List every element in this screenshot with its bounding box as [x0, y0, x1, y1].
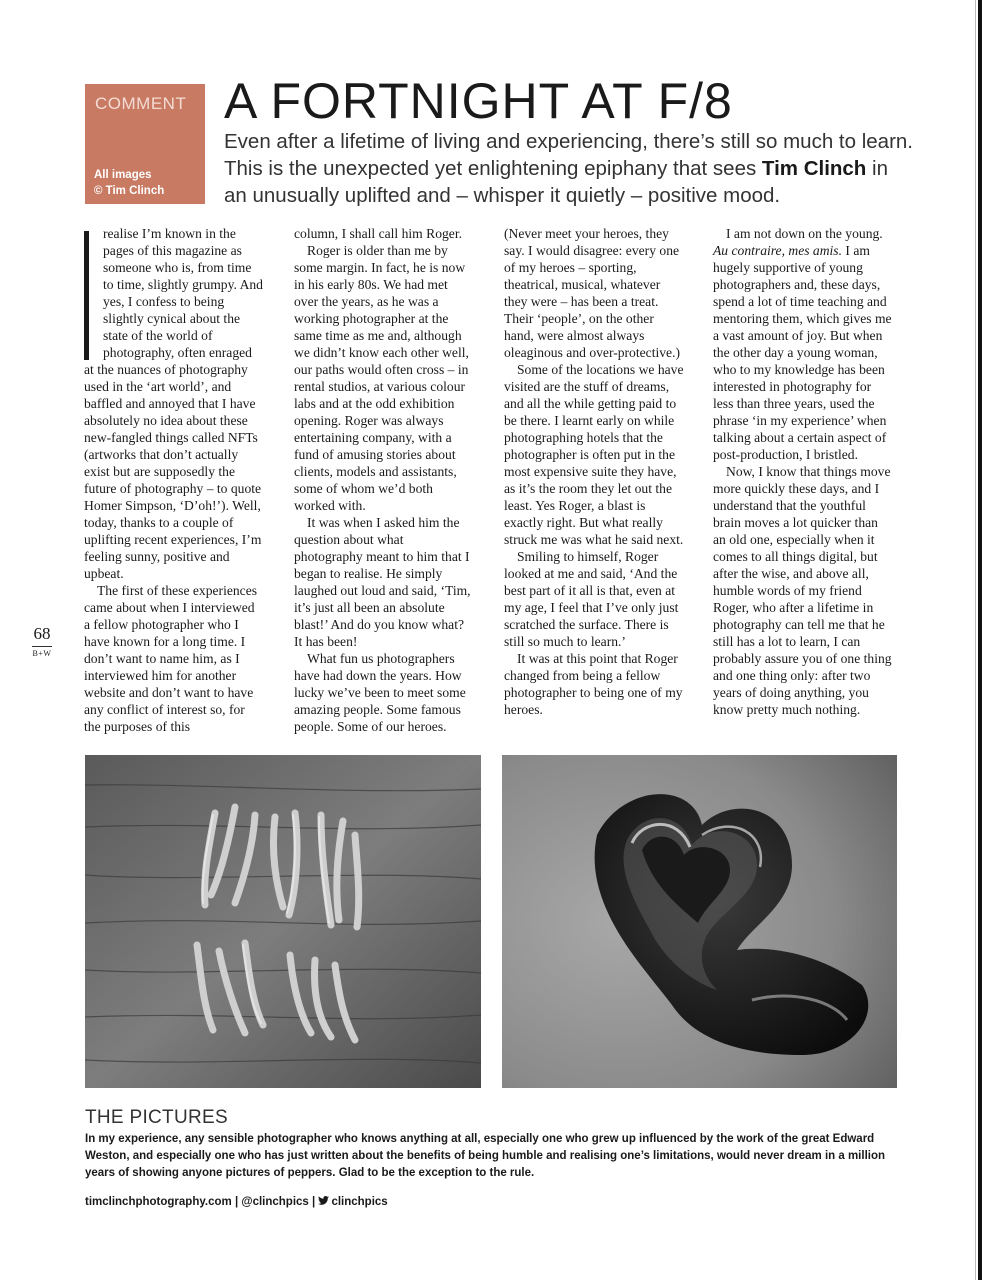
standfirst-author: Tim Clinch: [761, 157, 867, 180]
website-link[interactable]: timclinchphotography.com: [85, 1196, 232, 1208]
article-text: I am hugely supportive of young photographers and, these days, spend a lot of time teaching and mentoring them, which gives me a vast amount of joy. But when the other day a young woman, who to my knowledge has been interested in photography for less than three years, used the phrase ‘in my experience’ when talking about a certain aspect of post-production, I bristled.: [713, 243, 892, 462]
article-column-2: [294, 225, 474, 735]
headline: A FORTNIGHT AT F/8: [224, 73, 733, 129]
folio-rule: [32, 646, 52, 647]
article-paragraph: It was at this point that Roger changed from being a fellow photographer to being one of my heroes.: [504, 651, 683, 717]
article-paragraph: Now, I know that things move more quickly these days, and I understand that the youthful brain moves a lot quicker than an old one, especially when it comes to all things digital, but after the wise, and above all, humble words of my friend Roger, who after a lifetime in photography can tell me that he still has a lot to learn, I can probably assure you of one thing and one thing only: after two years of doing anything, you know pretty much nothing.: [713, 464, 892, 717]
pepper-slice-image: [502, 755, 897, 1088]
footer-separator: |: [231, 1196, 242, 1208]
article-paragraph: Roger is older than me by some margin. In fact, he is now in his early 80s. We had met over the years, as he was a working photographer at the same time as me and, although we didn’t know each other well, our paths would often cross – in rental studios, at various colour labs and at the odd exhibition opening. Roger was always entertaining company, with a fund of amusing stories about clients, models and assistants, some of whom we’d both worked with.: [294, 243, 469, 513]
pictures-caption: In my experience, any sensible photographer who knows anything at all, especially one who grew up influenced by the work of the great Edward Weston, and especially one who has just written about the benefits of being humble and realising one’s limitations, would never dream in a million years of showing anyone pictures of peppers. Glad to be the exception to the rule.: [85, 1133, 886, 1179]
footer-separator: |: [308, 1196, 319, 1208]
article-paragraph: It was when I asked him the question about what photography meant to him that I began to realise. He simply laughed out loud and said, ‘Tim, it’s just all been an absolute blast!’ And do you know what? It has been!: [294, 515, 471, 649]
image-credit-line2: © Tim Clinch: [94, 185, 165, 197]
article-paragraph: Some of the locations we have visited are the stuff of dreams, and all the while getting paid to be there. I learnt early on while photographing hotels that the photographer is often put in the most expensive suite they have, as it’s the room they let out the least. Yes Roger, a blast is exactly right. But what really struck me was what he said next.: [504, 362, 684, 547]
article-paragraph: (Never meet your heroes, they say. I would disagree: every one of my heroes – sporting, theatrical, musical, whatever they were – has been a treat. Their ‘people’, on the other hand, were almost always oleaginous and over-protective.): [504, 226, 681, 360]
page-number: 68: [33, 624, 51, 643]
article-column-4: [713, 225, 893, 718]
standfirst-text: Even after a lifetime of living and experiencing, there’s still so much to learn. This is the unexpected yet enlightening epiphany that sees: [224, 130, 914, 180]
page-spine-line: [975, 0, 976, 1280]
chilli-peppers-image: [85, 755, 481, 1088]
article-paragraph: Smiling to himself, Roger looked at me and said, ‘And the best part of it all is that, even at my age, I feel that I’ve only just scratched the surface. There is still so much to learn.’: [504, 549, 679, 649]
drop-cap-bar: [84, 231, 89, 360]
twitter-handle[interactable]: clinchpics: [331, 1196, 388, 1208]
pictures-heading: THE PICTURES: [85, 1107, 228, 1128]
article-paragraph: [84, 225, 264, 582]
photo-pepper-slice: [502, 755, 897, 1088]
footer-links: [85, 1196, 388, 1208]
section-tag: COMMENT: [95, 94, 187, 113]
image-credit-line1: All images: [94, 169, 152, 181]
twitter-icon: [318, 1196, 329, 1208]
article-column-1: [84, 225, 264, 735]
comment-box: [85, 84, 205, 204]
article-paragraph: The first of these experiences came about when I interviewed a fellow photographer who I have known for a long time. I don’t want to name him, as I interviewed him for another website and don’t want to have any conflict of interest so, for the purposes of this: [84, 583, 258, 734]
article-column-3: [504, 225, 684, 718]
magazine-mark: B+W: [32, 649, 52, 658]
standfirst-text-end: in an unusually uplifted and – whisper it quietly – positive mood.: [224, 157, 888, 207]
article-paragraph: column, I shall call him Roger.: [294, 226, 463, 241]
instagram-handle[interactable]: @clinchpics: [241, 1196, 309, 1208]
article-paragraph-text: realise I’m known in the pages of this magazine as someone who is, from time to time, slightly grumpy. And yes, I confess to being slightly cynical about the state of the world of photography, often enraged at the nuances of photography used in the ‘art world’, and baffled and annoyed that I have absolutely no idea about these new-fangled things called NFTs (artworks that don’t actually exist but are supposedly the future of photography – to quote Homer Simpson, ‘D’oh!’). Well, today, thanks to a couple of uplifting recent experiences, I’m feeling sunny, positive and upbeat.: [84, 226, 263, 581]
article-text: I am not down on the young.: [726, 226, 883, 241]
article-paragraph: [713, 225, 893, 463]
page-spine: [978, 0, 982, 1280]
article-italic-text: Au contraire, mes amis.: [713, 243, 843, 258]
page-folio: [30, 624, 54, 658]
article-paragraph: What fun us photographers have had down the years. How lucky we’ve been to meet some amazing people. Some famous people. Some of our heroes.: [294, 651, 466, 734]
photo-chilli-peppers: [85, 755, 481, 1088]
standfirst: [224, 128, 914, 209]
